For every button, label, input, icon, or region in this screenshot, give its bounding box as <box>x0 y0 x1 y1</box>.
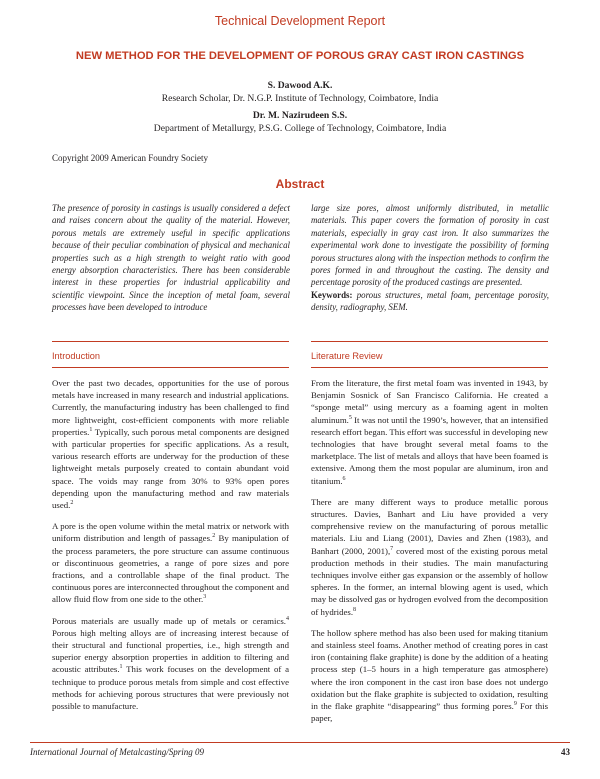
lit-body <box>311 377 548 733</box>
abstract-heading: Abstract <box>275 177 325 191</box>
author-1 <box>0 79 600 105</box>
intro-body <box>52 377 289 721</box>
keywords-text: porous structures, metal foam, percentage porosity, density, radiography, SEM. <box>311 289 549 313</box>
intro-heading: Introduction <box>52 351 101 361</box>
lit-heading: Literature Review <box>311 351 383 361</box>
lit-paragraph-1: From the literature, the first metal foam was invented in 1943, by Benjamin Sosnick of San Francisco California. He created a “sponge metal” using mercury as a foaming agent in molten aluminum.$^5$ It was not until the 1990’s, however, that an intensified research effort began. This effort was successful in developing new technologies that have brought several metal foams to the marketplace. The list of metals and alloys that have been foamed is extensive. Among them the most popular are aluminum, iron and titanium.$^6$ <box>311 378 548 486</box>
intro-paragraph-2: A pore is the open volume within the metal matrix or network with uniform distribution and length of passages.$^2$ By manipulation of the process parameters, the pore structure can assume continuous or discontinuous geometries, a range of pore sizes and pore fractions, and a controllable shape of the final product. The continuous pores are interconnected throughout the component and allow fluid flow from one side to the other.$^3$ <box>52 521 289 605</box>
paper-title: NEW METHOD FOR THE DEVELOPMENT OF POROUS GRAY CAST IRON CASTINGS <box>75 50 525 62</box>
abstract-col-1 <box>52 202 290 314</box>
author-2 <box>0 109 600 135</box>
lit-rule-top <box>311 341 548 342</box>
author-affiliation: Research Scholar, Dr. N.G.P. Institute of Technology, Coimbatore, India <box>161 93 439 104</box>
abstract-text-1: The presence of porosity in castings is usually considered a defect and raises concern about the quality of the material. However, porous metals are extremely useful in specific applications because of their peculiar combination of physical and mechanical properties such as a high strength to weight ratio with good energy absorption characteristics. There has been considerable interest in these properties for industrial applicability and scientific viewpoint. Since the inception of metal foam, several processes have been developed to introduce <box>52 203 290 313</box>
copyright: Copyright 2009 American Foundry Society <box>52 153 208 163</box>
intro-rule-top <box>52 341 289 342</box>
author-name: Dr. M. Nazirudeen S.S. <box>252 110 348 121</box>
footer-rule <box>30 742 570 743</box>
lit-rule-bottom <box>311 367 548 368</box>
author-name: S. Dawood A.K. <box>267 80 333 91</box>
abstract-text-2: large size pores, almost uniformly distributed, in metallic materials. This paper covers the formation of porosity in cast materials, especially in gray cast iron. It also summarizes the experimental work done to investigate the possibility of forming porous structures along with the inspection methods to confirm the pores formed in and throughout the casting. The density and percentage porosity of the produced castings are presented. <box>311 203 549 288</box>
keywords <box>311 289 549 314</box>
report-type: Technical Development Report <box>214 14 386 28</box>
journal-name: International Journal of Metalcasting/Spring 09 <box>30 747 204 757</box>
abstract-col-2 <box>311 202 549 314</box>
intro-paragraph-1: Over the past two decades, opportunities for the use of porous metals have increased in many research and industrial applications. Currently, the manufacturing industry has been challenged to find more lightweight, cost-efficient components with more reliable properties.$^1$ Typically, such porous metal components are designed with particular properties for specific applications. As a result, various research efforts are underway for the production of these lightweight metals purposely created to contain abundant void space. The voids may range from 30% to 93% open pores depending upon the manufacturing method and raw materials used.$^2$ <box>52 378 289 511</box>
lit-paragraph-2: There are many different ways to produce metallic porous structures. Davies, Banhart and Liu have provided a very comprehensive review on the manufacturing of porous metallic materials. Liu and Liang (2001), Davies and Zhen (1983), and Banhart (2000, 2001),$^7$ covered most of the existing porous metal production methods in their studies. The main manufacturing techniques involve either gas expansion or the assembly of hollow spheres. In the former, an internal blowing agent is used, which may be dissolved gas or hydrogen evolved from the decomposition of hydrides.$^8$ <box>311 496 548 617</box>
intro-paragraph-3: Porous materials are usually made up of metals or ceramics.$^4$ Porous high melting alloys are of increasing interest because of their structural and functional properties, i.e., high strength and superior energy absorption properties in addition to filtering and acoustic attributes.$^1$ This work focuses on the development of a technique to produce porous metals from simple and cost effective methods for achieving porous structures that were previously not possible to manufacture. <box>52 615 289 712</box>
lit-paragraph-3: The hollow sphere method has also been used for making titanium and stainless steel foams. Another method of creating pores in cast iron (containing flake graphite) is done by the addition of a heating process step (1–5 hours in a high temperature gas atmosphere) where the iron component in the cast iron base does not undergo oxidation but the flake graphite is subjected to oxidation, resulting in the flake graphite “disappearing” thus forming pores.$^9$ For this paper, <box>311 627 548 724</box>
intro-rule-bottom <box>52 367 289 368</box>
keywords-label: Keywords: <box>311 289 353 300</box>
page-number: 43 <box>561 747 570 757</box>
author-affiliation: Department of Metallurgy, P.S.G. College of Technology, Coimbatore, India <box>153 123 447 134</box>
